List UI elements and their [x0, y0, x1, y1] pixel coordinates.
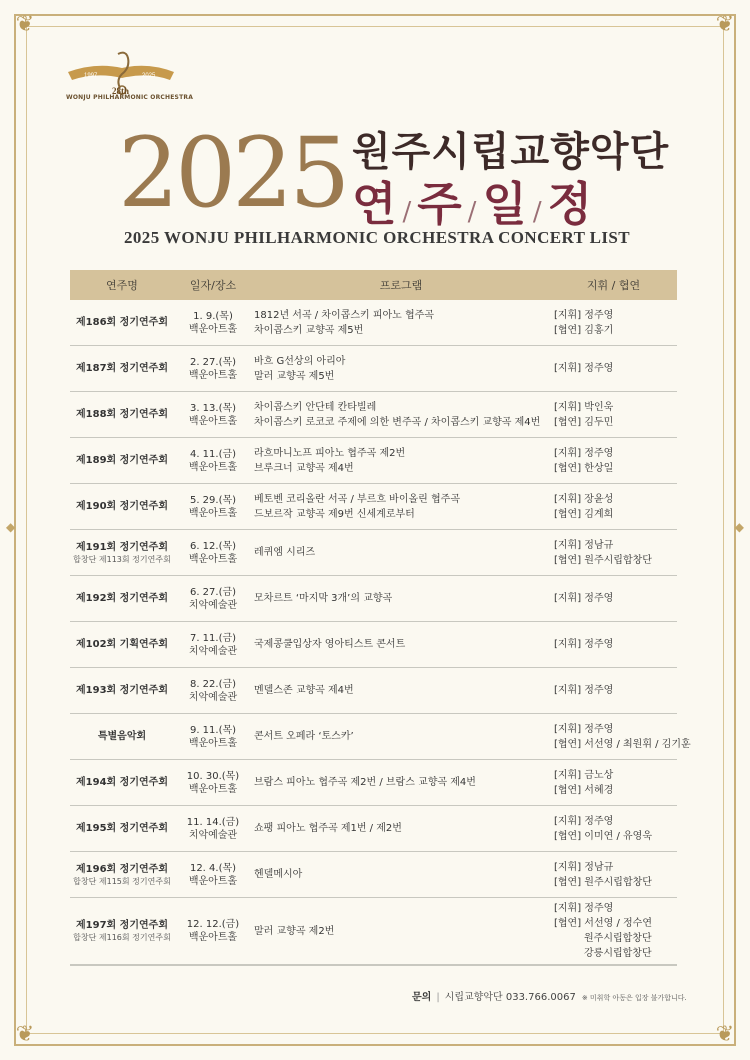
credit-line: [지휘] 정주영 [554, 815, 614, 827]
credit-line: [협연] 서선영 / 최원휘 / 김기훈 [554, 738, 691, 750]
date-venue-cell [174, 448, 252, 474]
concert-subtitle: 합창단 제116회 정기연주회 [73, 933, 171, 942]
date-venue-cell [174, 540, 252, 566]
header-date-venue: 일자/장소 [189, 278, 237, 292]
concert-venue: 백운아트홀 [188, 553, 238, 565]
date-venue-cell [174, 678, 252, 704]
program-cell [252, 354, 550, 384]
corner-ornament-icon: ❦ [15, 1022, 35, 1047]
concert-subtitle: 합창단 제115회 정기연주회 [73, 876, 171, 886]
date-venue-cell [174, 770, 252, 796]
concert-date: 6. 27.(금) [189, 586, 237, 598]
concert-date: 12. 12.(금) [186, 919, 240, 930]
concert-name: 제188회 정기연주회 [76, 409, 168, 420]
table-row [70, 392, 677, 438]
credits-cell [550, 446, 677, 476]
program-line: 차이콥스키 안단테 칸타빌레 [254, 401, 377, 413]
concert-date: 3. 13.(목) [189, 402, 237, 414]
credits-cell [550, 538, 677, 568]
concert-name-cell [70, 684, 174, 697]
program-cell [252, 683, 550, 698]
logo-year-right: 2025 [142, 73, 156, 79]
concert-venue: 백운아트홀 [188, 932, 238, 943]
table-row [70, 530, 677, 576]
credits-cell [550, 814, 677, 844]
concert-date: 9. 11.(목) [189, 724, 237, 736]
concert-name: 제194회 정기연주회 [76, 777, 168, 788]
english-subtitle: 2025 WONJU PHILHARMONIC ORCHESTRA CONCERT LIST [124, 228, 630, 247]
table-row [70, 852, 677, 898]
concert-venue: 치악예술관 [188, 829, 238, 841]
corner-ornament-icon: ❦ [15, 12, 35, 37]
program-cell [252, 545, 550, 560]
concert-name: 제193회 정기연주회 [76, 685, 168, 696]
program-line: 말러 교향곡 제2번 [254, 925, 335, 937]
concert-name-cell [70, 776, 174, 789]
concert-name: 제190회 정기연주회 [76, 501, 168, 512]
program-cell [252, 492, 550, 522]
table-row [70, 806, 677, 852]
table-row [70, 346, 677, 392]
concert-name-cell [70, 592, 174, 605]
date-venue-cell [174, 402, 252, 428]
concert-date: 1. 9.(목) [193, 310, 233, 322]
credit-line: [지휘] 정주영 [554, 903, 614, 914]
program-line: 차이콥스키 교향곡 제5번 [254, 324, 364, 336]
concert-name: 제102회 기획연주회 [76, 639, 168, 650]
credit-line: [협연] 서혜경 [554, 784, 614, 796]
concert-name-cell [70, 454, 174, 467]
program-line: 멘델스존 교향곡 제4번 [254, 685, 354, 696]
credit-line: [협연] 원주시립합창단 [554, 876, 652, 888]
credit-line: [지휘] 정주영 [554, 723, 614, 735]
program-line: 말러 교향곡 제5번 [254, 370, 335, 382]
credit-line: 강릉시립합창단 [584, 948, 652, 959]
program-line: 헨델메시아 [254, 869, 303, 880]
credit-line: [지휘] 정남규 [554, 861, 614, 873]
program-line: 쇼팽 피아노 협주곡 제1번 / 제2번 [254, 823, 402, 834]
credit-line: [협연] 서선영 / 정수연 [554, 918, 652, 929]
credits-cell [550, 308, 677, 338]
concert-date: 6. 12.(목) [189, 540, 237, 552]
concert-date: 10. 30.(목) [186, 770, 240, 782]
program-line: 콘서트 오페라 ‘토스카’ [254, 731, 354, 742]
credit-line: [지휘] 정남규 [554, 539, 614, 551]
concert-venue: 치악예술관 [188, 691, 238, 703]
credits-cell [550, 637, 677, 652]
concert-name: 제186회 정기연주회 [76, 317, 168, 328]
year-title: 2025 [118, 117, 347, 229]
footer-note: ※ 미취학 아동은 입장 불가합니다. [581, 994, 687, 1002]
concert-name-cell [70, 316, 174, 329]
concert-date: 12. 4.(목) [189, 862, 237, 874]
orchestra-title: 원주시립교향악단 [352, 128, 670, 175]
program-line: 바흐 G선상의 아리아 [254, 355, 346, 367]
table-row [70, 484, 677, 530]
concert-name: 제191회 정기연주회 [76, 541, 168, 553]
credit-line: [협연] 이미연 / 유영욱 [554, 830, 652, 842]
concert-name-cell [70, 362, 174, 375]
concert-name-cell [70, 541, 174, 565]
concert-name-cell [70, 822, 174, 835]
date-venue-cell [174, 632, 252, 658]
credit-line: [지휘] 정주영 [554, 593, 614, 604]
concert-venue: 백운아트홀 [188, 369, 238, 381]
header-conductor: 지휘 / 협연 [586, 278, 641, 292]
credit-line: [지휘] 장윤성 [554, 493, 614, 505]
concert-name: 제196회 정기연주회 [76, 863, 168, 875]
program-cell [252, 637, 550, 652]
concert-date: 5. 29.(목) [189, 494, 237, 506]
credit-line: 원주시립합창단 [584, 933, 652, 944]
corner-ornament-icon: ❦ [715, 12, 735, 37]
concert-venue: 백운아트홀 [188, 415, 238, 427]
concert-name-cell [70, 500, 174, 513]
program-line: 1812년 서곡 / 차이콥스키 피아노 협주곡 [254, 309, 434, 321]
header-concert: 연주명 [106, 279, 138, 292]
table-row [70, 760, 677, 806]
program-line: 차이콥스키 로코코 주제에 의한 변주곡 / 차이콥스키 교향곡 제4번 [254, 416, 541, 428]
program-cell [252, 867, 550, 882]
logo-anniversary: 28th [112, 86, 130, 96]
credit-line: [협연] 원주시립합창단 [554, 554, 652, 566]
table-body [70, 300, 691, 966]
program-cell [252, 775, 550, 790]
concert-venue: 백운아트홀 [188, 461, 238, 473]
credit-line: [지휘] 정주영 [554, 309, 614, 321]
date-venue-cell [174, 310, 252, 336]
program-cell [252, 308, 550, 338]
concert-name: 특별음악회 [97, 731, 147, 742]
date-venue-cell [174, 494, 252, 520]
logo-org-name: WONJU PHILHARMONIC ORCHESTRA [66, 94, 194, 101]
credit-line: [협연] 한상일 [554, 462, 614, 474]
program-line: 모차르트 ‘마지막 3개’의 교향곡 [254, 593, 393, 604]
concert-venue: 백운아트홀 [188, 507, 238, 519]
program-line: 드보르작 교향곡 제9번 신세계로부터 [254, 508, 415, 520]
date-venue-cell [174, 816, 252, 842]
credits-cell [550, 492, 677, 522]
concert-table [70, 270, 691, 966]
program-line: 국제콩쿨입상자 영아티스트 콘서트 [254, 639, 406, 650]
table-row [70, 668, 677, 714]
credit-line: [협연] 김두민 [554, 416, 614, 428]
concert-venue: 백운아트홀 [188, 783, 238, 795]
program-line: 베토벤 코리올란 서곡 / 부르흐 바이올린 협주곡 [254, 493, 460, 505]
credit-line: [지휘] 정주영 [554, 639, 614, 650]
side-ornament-icon: ◆ [6, 520, 16, 534]
credits-cell [550, 683, 677, 698]
program-line: 레퀴엠 시리즈 [254, 547, 316, 558]
concert-name: 제192회 정기연주회 [76, 593, 168, 604]
table-row [70, 898, 677, 966]
credit-line: [지휘] 금노상 [554, 769, 614, 781]
concert-date: 4. 11.(금) [189, 448, 237, 460]
footer-label: 문의 [412, 992, 432, 1003]
concert-name-cell [70, 730, 174, 743]
credit-line: [지휘] 정주영 [554, 363, 614, 374]
concert-subtitle: 합창단 제113회 정기연주회 [73, 554, 171, 564]
credits-cell [550, 361, 677, 376]
table-header [70, 270, 677, 300]
program-line: 브루크너 교향곡 제4번 [254, 462, 354, 474]
concert-name-cell [70, 408, 174, 421]
program-line: 브람스 피아노 협주곡 제2번 / 브람스 교향곡 제4번 [254, 777, 476, 788]
credit-line: [지휘] 정주영 [554, 447, 614, 459]
date-venue-cell [174, 356, 252, 382]
date-venue-cell [174, 918, 252, 944]
credits-cell [550, 591, 677, 606]
table-row [70, 622, 677, 668]
program-line: 라흐마니노프 피아노 협주곡 제2번 [254, 447, 406, 459]
program-cell [252, 729, 550, 744]
concert-date: 2. 27.(목) [189, 356, 237, 368]
table-row [70, 714, 691, 760]
concert-name-cell [70, 863, 174, 887]
date-venue-cell [174, 586, 252, 612]
table-row [70, 438, 677, 484]
footer-phone: 시립교향악단 033.766.0067 [444, 992, 576, 1003]
credits-cell [550, 400, 677, 430]
concert-venue: 백운아트홀 [188, 875, 238, 887]
credit-line: [협연] 김홍기 [554, 324, 614, 336]
program-cell [252, 446, 550, 476]
concert-name-cell [70, 919, 174, 943]
credits-cell [550, 722, 691, 752]
concert-name-cell [70, 638, 174, 651]
header-program: 프로그램 [379, 278, 423, 292]
schedule-title: 연 / 주 / 일 / 정 [352, 177, 593, 231]
side-ornament-icon: ◆ [734, 520, 744, 534]
program-cell [252, 821, 550, 836]
concert-date: 7. 11.(금) [189, 632, 237, 644]
logo-year-left: 1997 [84, 73, 98, 79]
footer-contact [412, 988, 687, 1003]
program-cell [252, 591, 550, 606]
credit-line: [지휘] 정주영 [554, 685, 614, 696]
program-cell [252, 400, 550, 430]
date-venue-cell [174, 724, 252, 750]
concert-name: 제187회 정기연주회 [76, 363, 168, 374]
date-venue-cell [174, 862, 252, 888]
credits-cell [550, 768, 677, 798]
concert-date: 11. 14.(금) [186, 816, 240, 828]
credit-line: [협연] 김계희 [554, 508, 614, 520]
concert-venue: 치악예술관 [188, 645, 238, 657]
concert-venue: 백운아트홀 [188, 737, 238, 749]
concert-name: 제197회 정기연주회 [76, 920, 168, 931]
concert-venue: 치악예술관 [188, 599, 238, 611]
credits-cell [550, 901, 677, 961]
credit-line: [지휘] 박인욱 [554, 401, 614, 413]
concert-date: 8. 22.(금) [189, 678, 237, 690]
corner-ornament-icon: ❦ [715, 1022, 735, 1047]
credits-cell [550, 860, 677, 890]
table-row [70, 300, 677, 346]
concert-name: 제195회 정기연주회 [76, 823, 168, 834]
table-row [70, 576, 677, 622]
concert-venue: 백운아트홀 [188, 323, 238, 335]
footer-separator: | [436, 992, 440, 1003]
concert-name: 제189회 정기연주회 [76, 455, 168, 466]
program-cell [252, 924, 550, 939]
